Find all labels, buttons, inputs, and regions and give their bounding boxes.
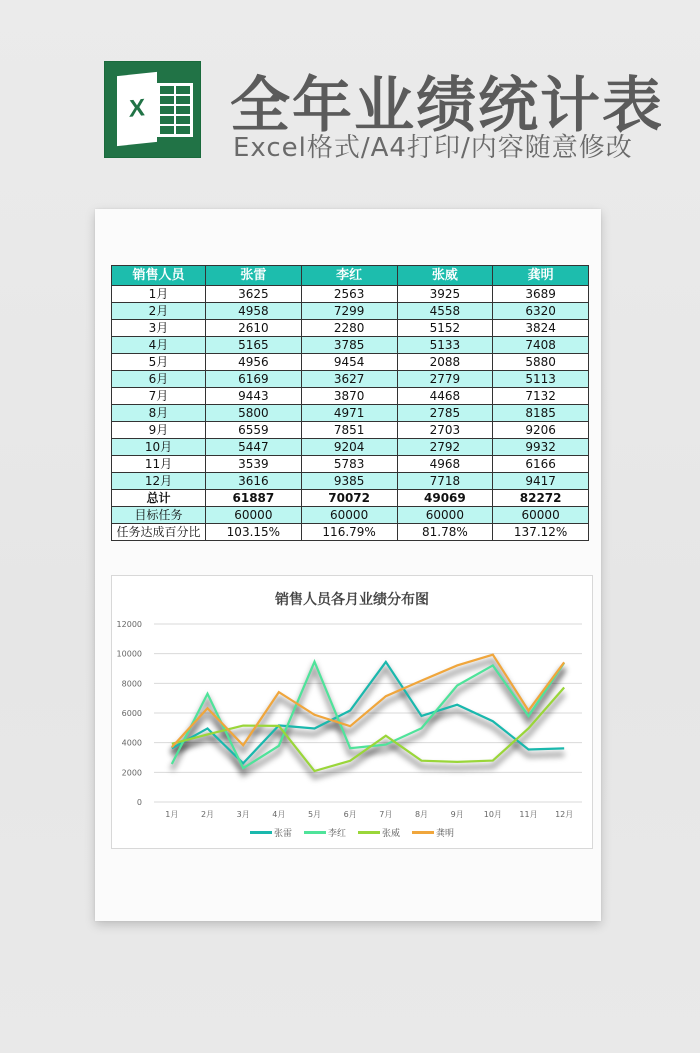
- x-tick-label: 5月: [307, 810, 322, 819]
- row-label-cell: 10月: [112, 439, 206, 456]
- y-tick-label: 2000: [121, 768, 142, 778]
- legend-item: [412, 826, 454, 839]
- legend-item: [304, 826, 346, 839]
- value-cell: 2703: [397, 422, 493, 439]
- x-tick-label: 7月: [379, 810, 393, 819]
- sales-table: [111, 265, 589, 541]
- value-cell: 5113: [493, 371, 589, 388]
- value-cell: 8185: [493, 405, 589, 422]
- value-cell: 9417: [493, 473, 589, 490]
- legend-label: 张雷: [273, 829, 292, 839]
- value-cell: 4968: [397, 456, 493, 473]
- table-row: [112, 405, 589, 422]
- value-cell: 6320: [493, 303, 589, 320]
- row-label-cell: 12月: [112, 473, 206, 490]
- value-cell: 5165: [206, 337, 302, 354]
- x-tick-label: 12月: [555, 810, 574, 819]
- legend-swatch-icon: [304, 831, 326, 834]
- value-cell: 7718: [397, 473, 493, 490]
- header-cell: 李红: [301, 266, 397, 286]
- value-cell: 3785: [301, 337, 397, 354]
- legend-item: [250, 826, 292, 839]
- value-cell: 7408: [493, 337, 589, 354]
- value-cell: 60000: [493, 507, 589, 524]
- table-row: [112, 422, 589, 439]
- row-label-cell: 9月: [112, 422, 206, 439]
- value-cell: 137.12%: [493, 524, 589, 541]
- x-tick-label: 2月: [200, 810, 215, 819]
- value-cell: 9454: [301, 354, 397, 371]
- x-tick-label: 1月: [165, 810, 179, 819]
- table-row: [112, 354, 589, 371]
- excel-grid-icon: [157, 83, 193, 137]
- value-cell: 61887: [206, 490, 302, 507]
- legend-label: 张威: [382, 829, 401, 839]
- value-cell: 3824: [493, 320, 589, 337]
- x-tick-label: 11月: [519, 810, 538, 819]
- header-cell: 龚明: [493, 266, 589, 286]
- page-title: 全年业绩统计表: [230, 71, 664, 141]
- row-label-cell: 任务达成百分比: [112, 524, 206, 541]
- value-cell: 5152: [397, 320, 493, 337]
- value-cell: 3625: [206, 286, 302, 303]
- value-cell: 60000: [301, 507, 397, 524]
- row-label-cell: 4月: [112, 337, 206, 354]
- value-cell: 5783: [301, 456, 397, 473]
- page-subtitle: Excel格式/A4打印/内容随意修改: [233, 133, 633, 163]
- value-cell: 60000: [206, 507, 302, 524]
- value-cell: 4956: [206, 354, 302, 371]
- value-cell: 4971: [301, 405, 397, 422]
- row-label-cell: 3月: [112, 320, 206, 337]
- value-cell: 9206: [493, 422, 589, 439]
- table-row: [112, 507, 589, 524]
- legend-swatch-icon: [358, 831, 380, 834]
- value-cell: 4468: [397, 388, 493, 405]
- value-cell: 9385: [301, 473, 397, 490]
- value-cell: 6166: [493, 456, 589, 473]
- table-row: [112, 490, 589, 507]
- header-cell: 张雷: [206, 266, 302, 286]
- row-label-cell: 5月: [112, 354, 206, 371]
- value-cell: 81.78%: [397, 524, 493, 541]
- value-cell: 49069: [397, 490, 493, 507]
- value-cell: 7299: [301, 303, 397, 320]
- table-row: [112, 388, 589, 405]
- x-tick-label: 9月: [450, 810, 464, 819]
- legend-label: 龚明: [436, 829, 455, 839]
- value-cell: 2280: [301, 320, 397, 337]
- value-cell: 6169: [206, 371, 302, 388]
- row-label-cell: 11月: [112, 456, 206, 473]
- table-body: [112, 286, 589, 541]
- value-cell: 82272: [493, 490, 589, 507]
- legend-item: [358, 826, 400, 839]
- line-chart: [111, 575, 593, 849]
- value-cell: 2779: [397, 371, 493, 388]
- value-cell: 3689: [493, 286, 589, 303]
- value-cell: 116.79%: [301, 524, 397, 541]
- table-row: [112, 303, 589, 320]
- table-row: [112, 337, 589, 354]
- value-cell: 3925: [397, 286, 493, 303]
- value-cell: 70072: [301, 490, 397, 507]
- excel-logo-icon: [104, 61, 201, 158]
- value-cell: 2785: [397, 405, 493, 422]
- row-label-cell: 6月: [112, 371, 206, 388]
- table-header-row: [112, 266, 589, 286]
- y-tick-label: 12000: [116, 620, 142, 629]
- excel-logo-letter: X: [117, 72, 157, 146]
- value-cell: 5133: [397, 337, 493, 354]
- row-label-cell: 7月: [112, 388, 206, 405]
- chart-legend: [112, 826, 592, 839]
- value-cell: 2088: [397, 354, 493, 371]
- row-label-cell: 8月: [112, 405, 206, 422]
- series-line: [172, 655, 564, 748]
- value-cell: 3539: [206, 456, 302, 473]
- value-cell: 3870: [301, 388, 397, 405]
- value-cell: 2610: [206, 320, 302, 337]
- chart-title: 销售人员各月业绩分布图: [275, 592, 429, 608]
- value-cell: 3627: [301, 371, 397, 388]
- y-tick-label: 10000: [116, 649, 142, 659]
- value-cell: 5800: [206, 405, 302, 422]
- document-page: [95, 209, 601, 921]
- value-cell: 2792: [397, 439, 493, 456]
- value-cell: 6559: [206, 422, 302, 439]
- table-row: [112, 439, 589, 456]
- x-tick-label: 10月: [483, 810, 502, 819]
- banner: [0, 0, 700, 190]
- x-tick-label: 8月: [414, 810, 429, 819]
- value-cell: 5880: [493, 354, 589, 371]
- header-cell: 张威: [397, 266, 493, 286]
- x-tick-label: 3月: [236, 810, 250, 819]
- row-label-cell: 总计: [112, 490, 206, 507]
- value-cell: 2563: [301, 286, 397, 303]
- value-cell: 4558: [397, 303, 493, 320]
- value-cell: 9443: [206, 388, 302, 405]
- value-cell: 7132: [493, 388, 589, 405]
- header-cell: 销售人员: [112, 266, 206, 286]
- table-row: [112, 473, 589, 490]
- table-row: [112, 286, 589, 303]
- y-tick-label: 4000: [121, 738, 142, 748]
- y-tick-label: 0: [136, 798, 142, 807]
- table-row: [112, 456, 589, 473]
- value-cell: 9204: [301, 439, 397, 456]
- legend-swatch-icon: [250, 831, 272, 834]
- table-row: [112, 320, 589, 337]
- value-cell: 5447: [206, 439, 302, 456]
- y-tick-label: 6000: [121, 709, 142, 718]
- row-label-cell: 目标任务: [112, 507, 206, 524]
- value-cell: 3616: [206, 473, 302, 490]
- x-tick-label: 4月: [272, 810, 286, 819]
- y-tick-label: 8000: [121, 679, 142, 689]
- row-label-cell: 2月: [112, 303, 206, 320]
- legend-label: 李红: [327, 829, 346, 839]
- row-label-cell: 1月: [112, 286, 206, 303]
- x-tick-label: 6月: [343, 810, 357, 819]
- value-cell: 103.15%: [206, 524, 302, 541]
- table-row: [112, 524, 589, 541]
- value-cell: 9932: [493, 439, 589, 456]
- value-cell: 4958: [206, 303, 302, 320]
- value-cell: 7851: [301, 422, 397, 439]
- table-row: [112, 371, 589, 388]
- value-cell: 60000: [397, 507, 493, 524]
- chart-plot: [112, 576, 592, 848]
- legend-swatch-icon: [412, 831, 434, 834]
